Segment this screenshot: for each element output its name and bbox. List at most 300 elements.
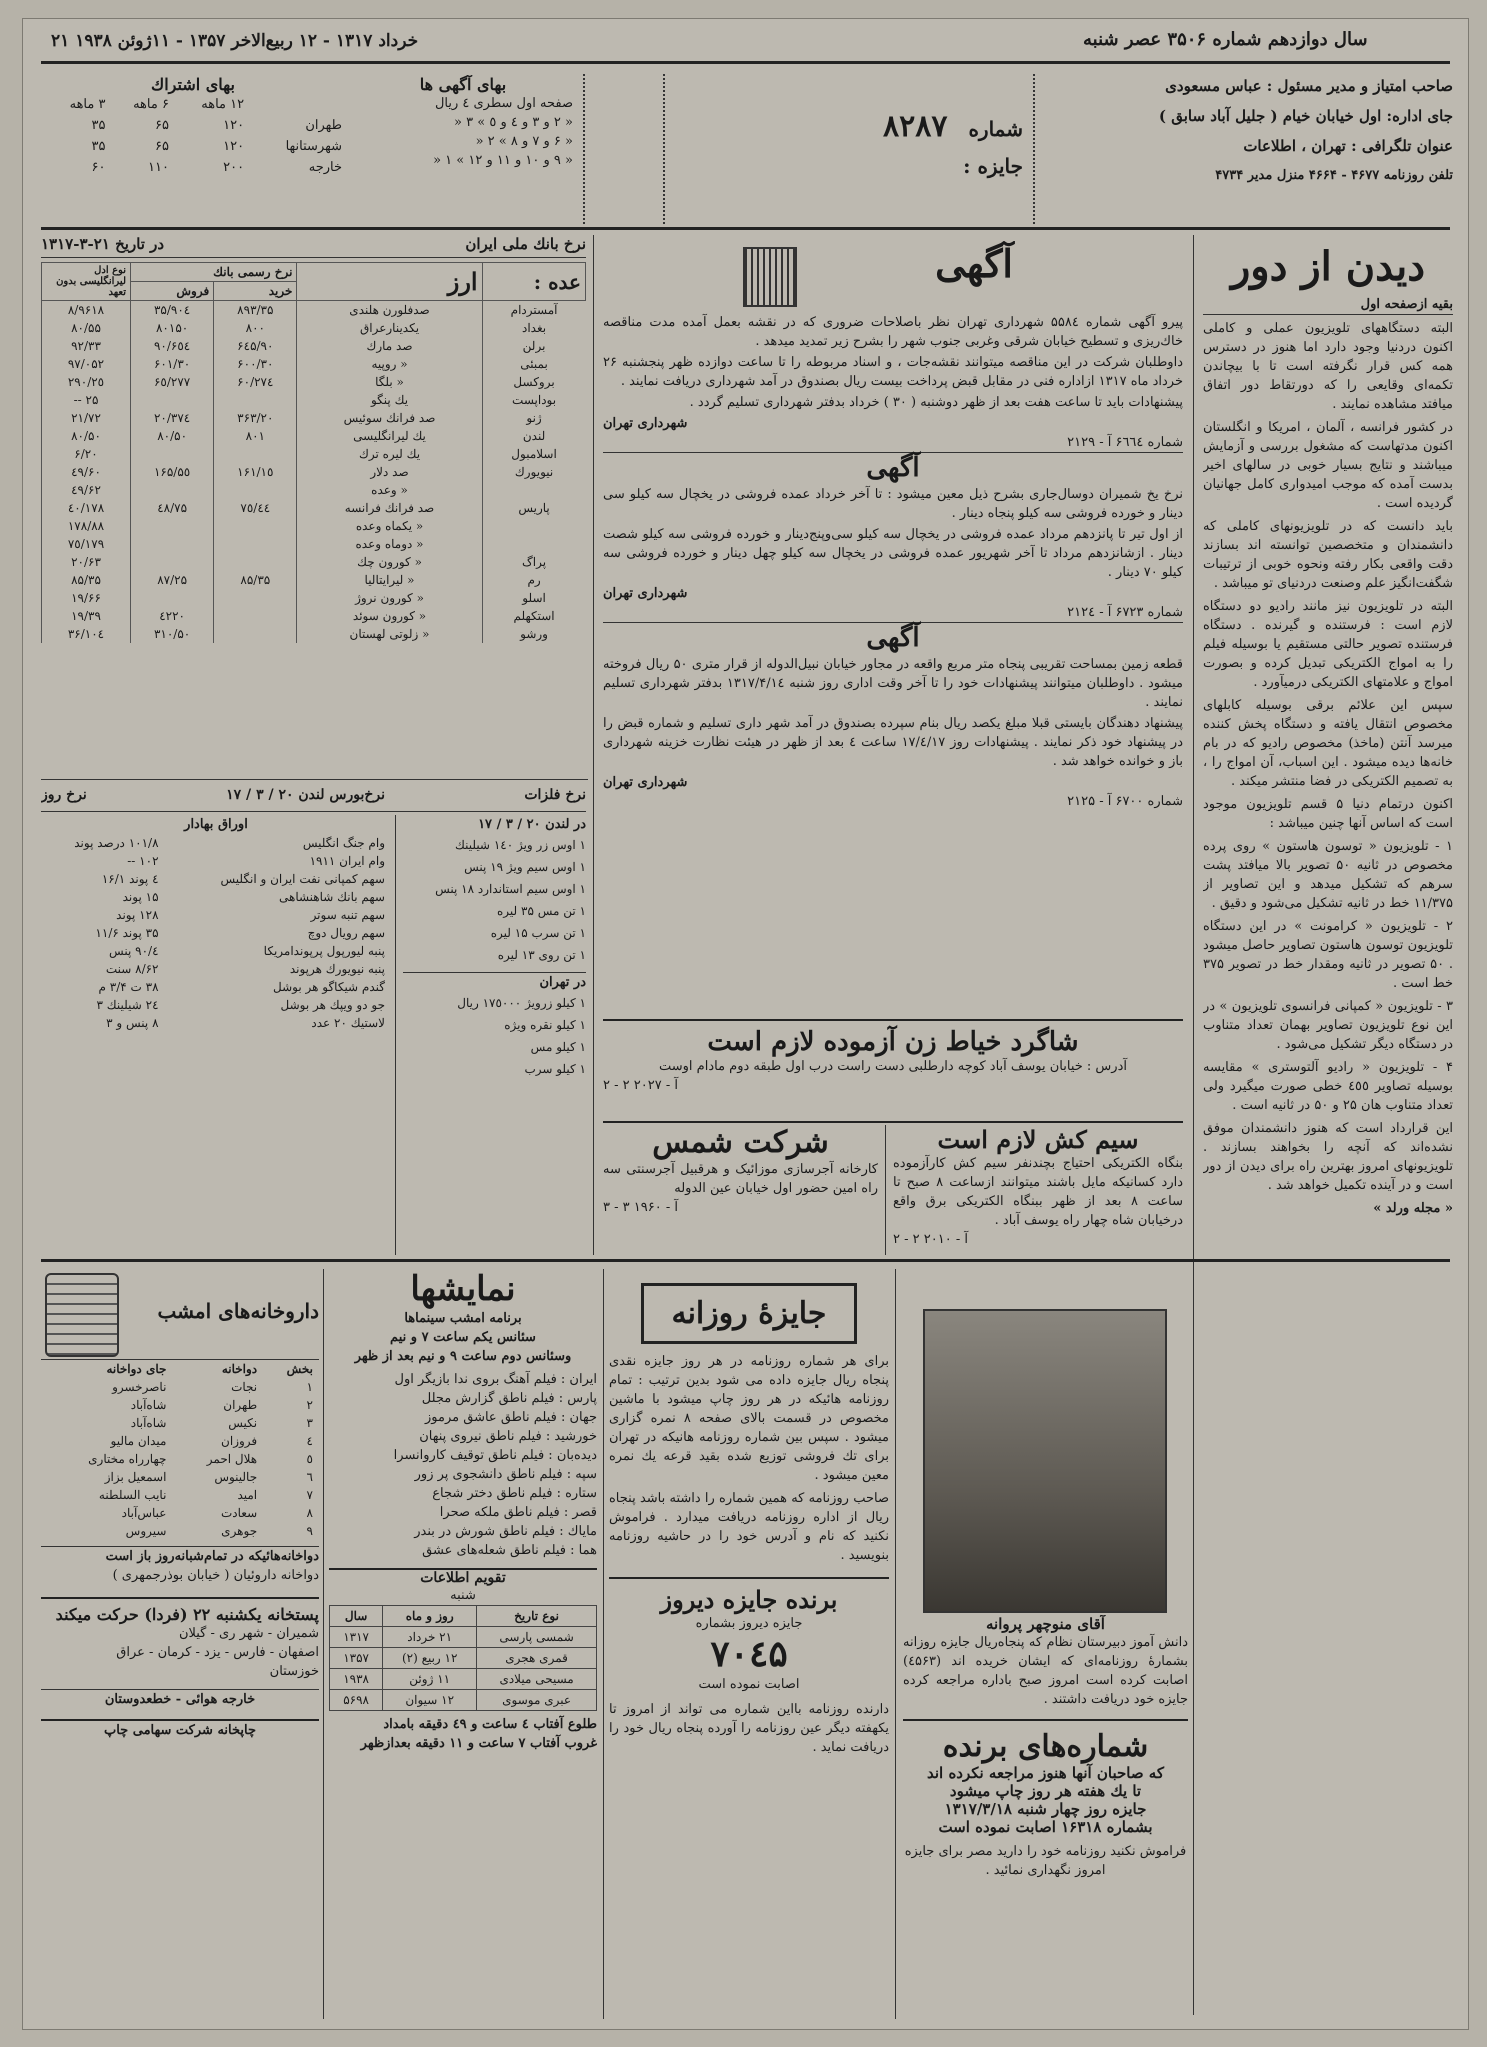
rate-cell: ۸۹۳/۳۵ — [214, 301, 297, 320]
winner-number: ۷۰٤۵ — [710, 1633, 788, 1675]
rate-cell: اسلو — [482, 589, 585, 607]
stock-value: ۳۵ پوند ۱۱/۶ — [95, 926, 159, 940]
issue-line: سال دوازدهم شماره ۳۵۰۶ عصر شنبه — [1083, 29, 1368, 50]
daily-prize — [609, 1269, 889, 2019]
rate-cell: صد دلار — [297, 463, 482, 481]
pharmacy-cell: سیروس — [125, 1524, 167, 1538]
pharmacy-cell: ۱ — [306, 1380, 313, 1394]
pharmacy-cell: اسمعیل بزاز — [104, 1470, 167, 1484]
rate-cell: بوداپست — [482, 391, 585, 409]
pharmacy-row — [41, 1468, 319, 1486]
metal-item: ۱ اوس سیم استاندارد ۱۸ پنس — [435, 882, 586, 896]
stock-value: ٤/۹۰ پنس — [109, 944, 159, 958]
rate-cell: بمبئی — [482, 355, 585, 373]
winners-title: شماره‌های برنده — [903, 1719, 1188, 1764]
rate-cell: ۲٧٧/۶٥ — [131, 373, 214, 391]
number-value: ۸۲۸۷ — [883, 109, 948, 144]
rate-cell: ۳۷٤/۲۰ — [131, 409, 214, 427]
subscription-block — [43, 75, 343, 225]
stock-name: سهم بانك شاهنشاهی — [278, 890, 385, 904]
article-didan-az-dur — [1203, 239, 1453, 2019]
stock-name: گندم شیکاگو هر بوشل — [272, 980, 385, 994]
rate-cell: ۳۶/۱۰٤ — [42, 625, 131, 643]
ad-electrician — [893, 1125, 1183, 1255]
rate-cell: ۸۰/۵۵ — [42, 319, 131, 337]
rate-cell: ۶۰۰/۳۰ — [214, 355, 297, 373]
rate-cell: ۹۰٤/۳۵ — [131, 301, 214, 320]
rate-row — [42, 445, 586, 463]
shows-times: سئانس یکم ساعت ۷ و نیم — [390, 1330, 536, 1345]
rate-row — [42, 481, 586, 499]
stock-value: ۱۵ پوند — [122, 890, 159, 904]
masthead-rule — [41, 61, 1450, 64]
winner-sub: جایزه دیروز بشماره — [695, 1616, 803, 1631]
notice-title-3: آگهی — [603, 622, 1183, 653]
rate-cell: ٤٤/۷٥ — [214, 499, 297, 517]
pharmacy-cell: نجات — [231, 1380, 258, 1394]
ads-price-block — [353, 75, 573, 225]
rate-cell — [131, 481, 214, 499]
notice-title-2: آگهی — [603, 452, 1183, 483]
pharmacy-cell: ناصرخسرو — [112, 1380, 167, 1394]
rate-cell — [482, 535, 585, 553]
notice-ref: شماره ۶۷۲۳ آ - ۲۱۲٤ — [1067, 605, 1183, 620]
rate-cell: برلن — [482, 337, 585, 355]
rate-cell: ۱۷۸/٤۰ — [42, 499, 131, 517]
metal-item: ۱ اوس زر ویژ ۱٤۰ شیلینك — [454, 838, 586, 852]
pharmacy-cell: ۳ — [306, 1416, 313, 1430]
show-item: ستاره : فیلم ناطق دختر شجاع — [432, 1486, 597, 1501]
rate-cell: استکهلم — [482, 607, 585, 625]
pharmacy-logo-text: داروخانه‌های امشب — [157, 1299, 319, 1323]
metals-title: نرخ فلزات — [524, 787, 586, 803]
rate-row — [42, 337, 586, 355]
rate-cell: ۸۷/۲۵ — [131, 571, 214, 589]
masthead-bottom-rule — [41, 227, 1450, 230]
pharmacy-cell: جالینوس — [214, 1470, 258, 1484]
rate-cell: ۱۶۵/۵٥ — [131, 463, 214, 481]
rate-cell — [131, 391, 214, 409]
rate-cell: نیویورك — [482, 463, 585, 481]
pharmacy-row — [41, 1396, 319, 1414]
article-continued: بقیه ازصفحه اول — [1203, 295, 1453, 315]
show-item: سپه : فیلم ناطق دانشجوی پر زور — [414, 1467, 597, 1482]
emblem-icon — [743, 247, 797, 307]
pharmacy-table: بخش دواخانه جای دواخانه ۱ نجات ناصرخسرو ۲ طهران شاه‌آباد ۳ نکیس شاه‌آباد ٤ فروزان میدان مالیو ٥ هلال احمر چهارراه مختاری ٦ جالینوس اسمعیل بزاز ۷ امید نایب السلطنه ۸ سعادت عباس‌آباد ۹ جوهری سیروس — [41, 1359, 319, 1540]
rate-cell — [131, 589, 214, 607]
stock-value: ۲٤ شیلینك ۳ — [96, 998, 159, 1012]
rate-cell: ۳۶۳/۲٠ — [214, 409, 297, 427]
winners-foot: فراموش نکنید روزنامه خود را دارید مصر برای جایزه امروز نگهداری نمائید . — [904, 1844, 1187, 1878]
calendar-row — [330, 1627, 597, 1648]
pharmacy-cell: نکیس — [228, 1416, 258, 1430]
col-divider-right — [1193, 235, 1194, 2015]
rate-cell — [131, 445, 214, 463]
portrait-photo — [923, 1309, 1167, 1613]
rate-cell: « زلوتی لهستان — [297, 625, 482, 643]
rate-cell: ۸۵/۳۵ — [214, 571, 297, 589]
rate-cell — [214, 391, 297, 409]
stock-value: ٤ پوند ۱۶/۱ — [101, 872, 159, 886]
winners-line: جایزه روز چهار شنبه ۱۳۱۷/۳/۱۸ — [944, 1800, 1147, 1818]
metal-item: ۱ کیلو نقره ویژه — [504, 1018, 586, 1032]
rate-row — [42, 553, 586, 571]
rate-row — [42, 571, 586, 589]
calendar-cell: ۲۱ خرداد — [383, 1627, 477, 1648]
calendar-cell: مسیحی میلادی — [477, 1669, 597, 1690]
pharmacy-row — [41, 1432, 319, 1450]
pharmacist-icon — [45, 1273, 119, 1357]
rate-row — [42, 373, 586, 391]
phones-text: تلفن روزنامه ۴۶۷۷ - ۴۶۶۴ منزل مدیر ۴۷۳۴ — [1215, 168, 1453, 183]
calendar-cell: ۱۹۳۸ — [330, 1669, 383, 1690]
pharmacy-logo — [41, 1269, 319, 1359]
rate-cell: « کورون نروژ — [297, 589, 482, 607]
ads-line: صفحه اول سطری ٤ ریال — [434, 96, 573, 111]
rate-cell: ۱۹/۶۶ — [42, 589, 131, 607]
stock-value: ۸/۶۲ سنت — [105, 962, 159, 976]
rate-cell: ۸۰/۵۰ — [131, 427, 214, 445]
rate-cell: ۲۰/۶۳ — [42, 553, 131, 571]
ads-line: « ۶ و ۷ و ۸ » ۲ « — [475, 134, 573, 149]
pharmacy-cell: هلال احمر — [206, 1452, 258, 1466]
calendar-cell: ۵۶۹۸ — [330, 1690, 383, 1711]
securities-list — [41, 815, 391, 1255]
rate-cell: ٤۸/۷۵ — [131, 499, 214, 517]
metal-item: ۱ کیلو سرب — [524, 1062, 586, 1076]
rate-row — [42, 499, 586, 517]
rate-cell: بغداد — [482, 319, 585, 337]
metals-daily: نرخ روز — [41, 787, 87, 803]
newspaper-page — [22, 18, 1469, 2030]
stock-row — [41, 906, 391, 924]
stock-row — [41, 924, 391, 942]
rate-cell: ۲٧٤/۶٠ — [214, 373, 297, 391]
rates-date: در تاریخ ۲۱-۳-۱۳۱۷ — [41, 235, 165, 253]
metal-item: ۱ تن مس ۳۵ لیره — [497, 904, 586, 918]
rate-cell: صد فرانك فرانسه — [297, 499, 482, 517]
prize-label: جایزه : — [963, 154, 1023, 178]
article-source: « مجله ورلد » — [1373, 1201, 1453, 1216]
rate-row — [42, 355, 586, 373]
pharmacy-row — [41, 1378, 319, 1396]
pharmacy-row — [41, 1414, 319, 1432]
calendar-cell: ۱۲ سیوان — [383, 1690, 477, 1711]
owner-text: صاحب امتیاز و مدیر مسئول : عباس مسعودی — [1165, 77, 1453, 95]
rate-cell: صد فرانك سوئیس — [297, 409, 482, 427]
rate-cell: یکدینارعراق — [297, 319, 482, 337]
rate-cell: « کورون چك — [297, 553, 482, 571]
stock-value: ۸ پنس و ۳ — [106, 1016, 159, 1030]
stock-row — [41, 996, 391, 1014]
stock-row — [41, 978, 391, 996]
col-divider-b2 — [603, 1269, 604, 2019]
rate-cell: ۲۱/۷۲ — [42, 409, 131, 427]
rate-row — [42, 391, 586, 409]
rate-row — [42, 301, 586, 320]
notice-title: آگهی — [935, 241, 1013, 286]
rate-cell: ۱۷۸/۸۸ — [42, 517, 131, 535]
stock-name: لاستیك ۲۰ عدد — [311, 1016, 385, 1030]
metals-bourse: نرخ‌بورس لندن ۲۰ / ۳ / ۱۷ — [226, 787, 386, 803]
air-mail: خارجه هوائی - خطعدوستان — [41, 1689, 319, 1709]
rate-cell: ژنو — [482, 409, 585, 427]
electrician-ref: آ - ۲۰۱۰ ۲ - ۲ — [893, 1232, 968, 1247]
post-title: پستخانه یکشنبه ۲۲ (فردا) حرکت میکند — [41, 1597, 319, 1624]
calendar-cell: ۱۳۱۷ — [330, 1627, 383, 1648]
pharmacy-cell: نایب السلطنه — [98, 1488, 167, 1502]
calendar-table: نوع تاریخ روز و ماه سال شمسی پارسی ۲۱ خرداد ۱۳۱۷ قمری هجری ۱۲ ربیع (۲) ۱۳۵۷ مسیحی میلادی ۱۱ ژوئن ۱۹۳۸ عبری موسوی ۱۲ سیوان ۵۶۹۸ — [329, 1605, 597, 1711]
metal-item: ۱ تن روی ۱۳ لیره — [497, 948, 586, 962]
notice-sign: شهرداری تهران — [603, 586, 688, 601]
sunrise: طلوع آفتاب ٤ ساعت و ٤۹ دقیقه بامداد — [383, 1717, 597, 1732]
notice-ref: شماره ۶۷۰۰ آ - ۲۱۲۵ — [1067, 794, 1183, 809]
telegraph-text: عنوان تلگرافی : تهران ، اطلاعات — [1243, 137, 1453, 155]
rate-cell: ۲۹۰/۲٥ — [42, 373, 131, 391]
subs-table: ۱۲ ماهه ۶ ماهه ۳ ماهه طهران ۱۲۰ ۶۵ ۳۵ شهرستانها ۱۲۰ ۶۵ ۳۵ خارجه ۲۰۰ ۱۱۰ ۶۰ — [69, 97, 342, 175]
rate-cell: ۶/۲۰ — [42, 445, 131, 463]
calendar-cell: قمری هجری — [477, 1648, 597, 1669]
rate-cell — [482, 517, 585, 535]
stock-row — [41, 852, 391, 870]
rate-cell: ٤۹/۶۰ — [42, 463, 131, 481]
rate-row — [42, 535, 586, 553]
calendar-cell: ۱۲ ربیع (۲) — [383, 1648, 477, 1669]
article-body: البته دستگاههای تلویزیون عملی و کاملی اکنون دردنیا وجود دارد اما هنوز در دسترس همه کس قرار نگرفته است تا با بیچاندن تکمه‌ای وقایعی را که دورتقاط دور اتفاق میافتد مشاهده نمایند . در کشور فرانسه ، آلمان ، امریکا و انگلستان اکنون مدتهاست که مشغول بررسی و آزمایش میباشند و نتایج بسیار خوبی در سالهای اخیر بدست آمده که موجب امیدواری کامل جهانیان گردیده است . باید دانست که در تلویزیونهای کاملی که دانشمندان و متخصصین توانسته اند بسازند دقت واقعی بکار رفته ونحوه خوبی از ترتیبات شگفت‌انگیز علم وصنعت دردنیای تو میباشد . البته در تلویزیون نیز مانند رادیو دو دستگاه لازم است : فرستنده و گیرنده . دستگاه فرستنده تصویر حالتی مستقیم یا بوسیله فیلم را به امواج الکتریکی تبدیل کرده و بصورت امواج و علامتهای الکتریکی درمیآورد . سپس این علائم برقی بوسیله کابلهای مخصوص انتقال یافته و دستگاه پخش کننده میرسد آنتن (ماخذ) مخصوص رادیو که در بام خانه‌ها دیده میشود . این اسباب، آن امواج را ، به تصمیم الکتریکی در فضا منتشر میکند . اکنون درتمام دنیا ۵ قسم تلویزیون موجود است که اساس آنها چنین میباشد : ۱ - تلویزیون « توسون هاستون » روی پرده مخصوص در ثانیه ۵۰ تصویر بالا میافتد پشت سرهم که تشکیل میدهد و این تصاویر از ۱۱/۳۷۵ خط در ثانیه تشکیل می‌شود و دقیق . ۲ - تلویزیون « کرامونت » در این دستگاه تلویزیون توسون هاستون تصاویر حاصل میشود . ۵۰ تصویر در ثانیه ومقدار خط در تصویر ۳۷۵ خط است . ۳ - تلویزیون « کمپانی فرانسوی تلویزیون » در این نوع تلویزیون تصاویر بهمان تعداد متناوب در دستگاه دیگر تشکیل می‌شود . ۴ - تلویزیون « رادیو آلتوستری » مقایسه بوسیله تصاویر ٤٥٥ خطی صورت میگیرد ولی تعداد متناوب هان ۲۵ و ۵۰ در ثانیه است . این قرارداد است که هنوز دانشمندان موفق نشده‌اند که آنچه را بخواهند بسازند . تلویزیونهای امروز بهترین راه برای دیدن از دور است و در آینده تکمیل خواهد شد . « مجله ورلد » — [1203, 321, 1453, 1216]
notice-sign: شهرداری تهران — [603, 416, 688, 431]
stock-value: ۱۰۱/۸ درصد پوند — [74, 836, 159, 850]
stock-row — [41, 1014, 391, 1032]
winner-note: اصابت نموده است — [698, 1677, 800, 1692]
stocks-table — [41, 834, 391, 1032]
rate-cell — [214, 607, 297, 625]
shams-ref: آ - ۱۹۶۰ ۳ - ۳ — [603, 1200, 678, 1215]
metal-item: ۱ کیلو زرویژ ۱۷٥٠٠٠ ریال — [457, 996, 586, 1010]
calendar-day: شنبه — [450, 1588, 476, 1603]
pharmacy-cell: امید — [237, 1488, 258, 1502]
stock-name: سهم کمپانی نفت ایران و انگلیس — [220, 872, 385, 886]
pharmacy-row — [41, 1522, 319, 1540]
rate-row — [42, 517, 586, 535]
shams-body: کارخانه آجرسازی موزائیک و هرقبیل آجرسنتی سه راه امین حضور اول خیابان عین الدوله — [603, 1162, 878, 1196]
rate-cell: پاریس — [482, 499, 585, 517]
ad-divider — [885, 1125, 886, 1255]
rate-cell: ۱۷۹/٧٥ — [42, 535, 131, 553]
pharmacy-cell: ٤ — [306, 1434, 313, 1448]
exchange-rates — [41, 235, 586, 775]
pharmacy-cell: ٦ — [306, 1470, 313, 1484]
ads-line: « ۲ و ۳ و ٤ و ٥ » ۳ « — [454, 115, 573, 130]
rate-cell: ۹۷/۰۵۲ — [42, 355, 131, 373]
notice-land-body: قطعه زمین بمساحت تقریبی پنجاه متر مربع واقعه در مجاور خیابان نبیل‌الدوله از قرار متری ۵۰ ریال فروخته میشود . داوطلبان میتوانند پیشنهادات خود را تا آخر وقت اداری روز شنبه ۱۳۱۷/۴/۱٤ بدفتر شهرداری تسلیم نمایند . پیشنهاد دهندگان بایستی قبلا مبلغ یکصد ریال بنام سپرده بصندوق در آمد شهر داری تسلیم و شماره قبض را در پیشنهاد خود ذکر نمایند . پیشنهادات روز ۱۷/٤/۱۷ ساعت ٤ بعد از ظهر در هیئت نظارت خزینه شهرداری باز و خوانده خواهد شد . شهرداری تهران شماره ۶۷۰۰ آ - ۲۱۲۵ — [603, 657, 1183, 809]
number-label: شماره — [968, 117, 1023, 141]
stock-row — [41, 870, 391, 888]
rate-cell — [214, 553, 297, 571]
rate-cell: ورشو — [482, 625, 585, 643]
rates-table: عده : ارز نرخ رسمی بانك نوع ادل لیرانگلیسی بدون تعهد خرید فروش آمستردام صدفلورن هلندی ۸۹۳/۳۵ ۹۰٤/۳۵ ۸/۹۶۱۸ بغداد یکدینارعراق ۸۰۰ ۸۰۱۵۰ ۸۰/۵۵ برلن صد مارك ۶٤۵/۹۰ ۶٥٤/۹۰ ۹۲/۳۳ بمبئی « روپیه ۶۰۰/۳۰ ۶۰۱/۳۰ ۹۷/۰۵۲ بروکسل « بلگا ۲٧٤/۶٠ ۲٧٧/۶٥ ۲۹۰/۲٥ بوداپست یك پنگو ۲۵ -- ژنو صد فرانك سوئیس ۳۶۳/۲٠ ۳۷٤/۲۰ ۲۱/۷۲ لندن یك لیرانگلیسی ۸۰۱ ۸۰/۵۰ ۸۰/۵۰ اسلامبول یك لیره ترك ۶/۲۰ نیویورك صد دلار ۱۶۱/۱٥ ۱۶۵/۵٥ ٤۹/۶۰ « وعده ٤۹/۶۲ پاریس صد فرانك فرانسه ٤٤/۷٥ ٤۸/۷۵ ۱۷۸/٤۰ « یکماه وعده ۱۷۸/۸۸ « دوماه وعده ۱۷۹/٧٥ پراگ « کورون چك ۲۰/۶۳ رم « لیرایتالیا ۸۵/۳۵ ۸۷/۲۵ ۸۵/۳۵ اسلو « کورون نروژ ۱۹/۶۶ استکهلم « کورون سوئد ٤۲۲٠ ۱۹/۳۹ ورشو « زلوتی لهستان ۳۱۰/۵۰ ۳۶/۱۰٤ — [41, 262, 586, 643]
rate-cell: « دوماه وعده — [297, 535, 482, 553]
stock-value: ۱۲۸ پوند — [116, 908, 159, 922]
pharmacy-section — [41, 1269, 319, 2019]
rate-cell: صدفلورن هلندی — [297, 301, 482, 320]
apprentice-ref: آ - ۲۰۲۷ ۲ - ۲ — [603, 1078, 678, 1093]
electrician-body: بنگاه الکتریکی احتیاج بچندنفر سیم کش کارآزموده دارد کسانیکه مایل باشند میتوانند ازساعت ۸ صبح تا ساعت ۸ بعد از ظهر ببنگاه الکتریکی برق واقع درخیابان شاه چهار راه یوسف آباد . — [893, 1156, 1183, 1228]
stock-value: ۳۸ ت ۳/۴ م — [98, 980, 159, 994]
winners-line: تا یك هفته هر روز چاپ میشود — [949, 1782, 1142, 1800]
rate-cell: ۱۹/۳۹ — [42, 607, 131, 625]
date-line: ۲۱ خرداد ۱۳۱۷ - ۱۲ ربیع‌الاخر ۱۳۵۷ - ۱۱ژوئن ۱۹۳۸ — [51, 31, 419, 51]
rate-row — [42, 463, 586, 481]
rate-row — [42, 427, 586, 445]
notice-sign: شهرداری تهران — [603, 775, 688, 790]
pharmacy-cell: ۸ — [306, 1506, 313, 1520]
show-item: جهان : فیلم ناطق عاشق مرموز — [425, 1410, 597, 1425]
stock-name: سهم رویال دوچ — [307, 926, 385, 940]
rate-cell: یك لیرانگلیسی — [297, 427, 482, 445]
pharmacy-row — [41, 1504, 319, 1522]
shows-section — [329, 1269, 597, 2019]
rates-title: نرخ بانك ملی ایران — [465, 235, 586, 253]
rate-row — [42, 589, 586, 607]
rate-cell: « یکماه وعده — [297, 517, 482, 535]
stock-row — [41, 888, 391, 906]
pharmacy-cell: جوهری — [221, 1524, 258, 1538]
rate-cell: صد مارك — [297, 337, 482, 355]
metal-item: ۱ تن سرب ۱۵ لیره — [490, 926, 586, 940]
metals-list — [403, 815, 586, 1255]
rate-cell — [214, 625, 297, 643]
apprentice-title: شاگرد خیاط زن آزموده لازم است — [707, 1027, 1079, 1057]
show-item: مایاك : فیلم ناطق شورش در بندر — [414, 1524, 597, 1539]
pharmacy-note: دواخانه‌هائیکه در تمام‌شبانه‌روز باز است — [41, 1546, 319, 1566]
rate-cell: « کورون سوئد — [297, 607, 482, 625]
stock-name: وام ایران ۱۹۱۱ — [309, 854, 385, 868]
col-divider-b3 — [895, 1269, 896, 2019]
stock-name: وام جنگ انگلیس — [302, 836, 385, 850]
metal-item: ۱ اوس سیم ویژ ۱۹ پنس — [464, 860, 586, 874]
rate-row — [42, 319, 586, 337]
col-divider-mid — [593, 235, 594, 1255]
pharmacy-cell: ۹ — [306, 1524, 313, 1538]
sunset: غروب آفتاب ۷ ساعت و ۱۱ دقیقه بعدازظهر — [360, 1736, 597, 1751]
pharmacy-cell: میدان مالیو — [110, 1434, 167, 1448]
pharmacy-row — [41, 1486, 319, 1504]
rate-cell: ٤۲۲٠ — [131, 607, 214, 625]
rates-bottom-rule — [41, 779, 588, 780]
rate-cell — [482, 481, 585, 499]
ad-shams — [603, 1125, 878, 1255]
masthead-divider-3 — [583, 74, 585, 224]
rate-cell: ۳۱۰/۵۰ — [131, 625, 214, 643]
winners-line: بشماره ۱۶۳۱۸ اصابت نموده است — [938, 1818, 1153, 1836]
post-line: شمیران - شهر ری - گیلان — [178, 1626, 319, 1641]
section-rule — [41, 1259, 1450, 1262]
metals-london: در لندن ۲۰ / ۳ / ۱۷ — [478, 817, 586, 832]
calendar-title: تقویم اطلاعات — [329, 1568, 597, 1586]
show-item: خورشید : فیلم ناطق نیروی پنهان — [419, 1429, 597, 1444]
rate-row — [42, 409, 586, 427]
rate-cell — [214, 445, 297, 463]
prize-body: برای هر شماره روزنامه در هر روز جایزه نقدی پنجاه ریال جایزه داده می شود بدین ترتیب : تمام روزنامه هائیکه در هر روز چاپ میشود با ماشین مخصوص در قسمت بالای صفحه ۸ نمره گزاری میشود . سپس بین شماره روزنامه هانیکه در تهران برای تك فروشی توزیع شده بقید قرعه یك نمره معین میشود . — [609, 1354, 889, 1483]
metals-header — [41, 787, 586, 812]
stocks-title: اوراق بهادار — [184, 817, 248, 832]
rate-cell: یك پنگو — [297, 391, 482, 409]
stock-value: ۱۰۲ -- — [127, 854, 159, 868]
portrait-desc: دانش آموز دبیرستان نظام که پنجاه‌ریال جایزه روزانه بشمارهٔ روزنامه‌ای که ایشان خریده اند (٤۵۶۳) اصابت کرده است امروز صبح باداره مراجعه کرده جایزه خود دریافت داشتند . — [903, 1635, 1188, 1707]
shams-title: شرکت شمس — [652, 1125, 829, 1160]
shows-title: نمایشها — [410, 1269, 516, 1309]
prize-title: جایزهٔ روزانه — [641, 1283, 857, 1344]
metal-item: ۱ کیلو مس — [530, 1040, 586, 1054]
rate-cell — [214, 535, 297, 553]
rate-cell: ۲۵ -- — [42, 391, 131, 409]
rate-cell — [131, 553, 214, 571]
winners-line: که صاحبان آنها هنوز مراجعه نکرده اند — [927, 1764, 1164, 1782]
stock-name: سهم تنبه سوتر — [310, 908, 385, 922]
electrician-title: سیم کش لازم است — [937, 1125, 1139, 1154]
printer: چاپخانه شرکت سهامی چاپ — [41, 1719, 319, 1740]
calendar-row — [330, 1669, 597, 1690]
pharmacy-cell: ۷ — [306, 1488, 313, 1502]
portrait-caption: آقای منوچهر پروانه — [986, 1615, 1105, 1633]
post-line: خوزستان — [269, 1664, 319, 1679]
masthead-divider — [1033, 74, 1035, 224]
rate-cell — [131, 535, 214, 553]
article-title: دیدن از دور — [1230, 243, 1426, 290]
prize-foot: دارنده روزنامه بااین شماره می تواند از امروز تا یکهفته دیگر عین روزنامه را آورده پنجاه ریال خود را دریافت نماید . — [609, 1702, 889, 1755]
rate-cell: ۱۶۱/۱٥ — [214, 463, 297, 481]
pharmacy-cell: شاه‌آباد — [130, 1398, 167, 1412]
col-divider-b1 — [323, 1269, 324, 2019]
pharmacy-row — [41, 1450, 319, 1468]
rate-cell: ۸/۹۶۱۸ — [42, 301, 131, 320]
rate-cell: « وعده — [297, 481, 482, 499]
rate-cell: یك لیره ترك — [297, 445, 482, 463]
ads-line: « ۹ و ۱۰ و ۱۱ و ۱۲ » ۱ « — [433, 153, 573, 168]
pharmacy-cell: ۲ — [306, 1398, 313, 1412]
winner-label: برنده جایزه دیروز — [609, 1577, 889, 1614]
calendar-row — [330, 1648, 597, 1669]
prize-body-2: صاحب روزنامه که همین شماره را داشته باشد پنجاه ریال از اداره روزنامه دریافت میدارد . فراموش نکنید که نام و آدرس خود را در حاشیه روزنامه بنویسید . — [609, 1491, 889, 1563]
stock-row — [41, 942, 391, 960]
calendar-row — [330, 1690, 597, 1711]
rate-cell: « روپیه — [297, 355, 482, 373]
notice-body: پیرو آگهی شماره ۵۵۸٤ شهرداری تهران نظر باصلاحات ضروری که در نقشه بعمل آمده مدت مناقصه خاك‌ریزی و تسطیح خیابان شرقی وغربی جنوب شهر را بشرح زیر تمدید میدهد . داوطلبان شرکت در این مناقصه میتوانند نقشه‌جات ، و اسناد مربوطه را تا ساعت دوازده ظهر پنجشنبه ۲۶ خرداد ماه ۱۳۱۷ ازاداره فنی در مقابل قبض پرداخت بیست ریال بصندوق در آمد شهرداری دریافت نمایند . پیشنهادات باید تا ساعت هفت بعد از ظهر دوشنبه ( ۳۰ ) خرداد بدفتر شهرداری تسلیم گردد . شهرداری تهران شماره ۶٦٦٤ آ - ۲۱۲۹ — [603, 315, 1183, 450]
show-item: قصر : فیلم ناطق ملکه صحرا — [439, 1505, 597, 1520]
rate-cell — [131, 517, 214, 535]
rate-cell: بروکسل — [482, 373, 585, 391]
stock-name: جو دو ویپك هر بوشل — [280, 998, 385, 1012]
ad-apprentice — [603, 1019, 1183, 1123]
show-item: هما : فیلم ناطق شعله‌های عشق — [422, 1543, 597, 1558]
shows-list — [329, 1370, 597, 1560]
office-text: جای اداره: اول خیابان خیام ( جلیل آباد سابق ) — [1158, 107, 1453, 125]
pharmacy-cell: فروزان — [221, 1434, 258, 1448]
pharmacy-cell: شاه‌آباد — [130, 1416, 167, 1430]
metals-divider — [395, 815, 396, 1255]
stock-name: پنبه لیورپول پرپوندامریکا — [263, 944, 385, 958]
rate-cell — [214, 589, 297, 607]
calendar-cell: عبری موسوی — [477, 1690, 597, 1711]
pharmacy-cell: چهارراه مختاری — [88, 1452, 167, 1466]
notice-ice-body: نرخ یخ شمیران دوسال‌جاری بشرح ذیل معین میشود : تا آخر خرداد عمده فروشی در یخچال سه کیلو سی دینار و خورده فروشی سه کیلو پنجاه دینار . از اول تیر تا پانزدهم مرداد عمده فروشی در یخچال سه کیلو سی‌وپنج‌دینار و خورده فروشی سه کیلو شصت دینار . ازشانزدهم مرداد تا آخر شهریور عمده فروشی در یخچال سه کیلو چهل دینار و خورده فروشی سه کیلو ۷۰ دینار . شهرداری تهران شماره ۶۷۲۳ آ - ۲۱۲٤ — [603, 487, 1183, 620]
show-item: پارس : فیلم ناطق گزارش مجلل — [421, 1391, 597, 1406]
apprentice-body: آدرس : خیابان یوسف آباد کوچه دارطلبی دست راست درب اول طبقه دوم مادام اوست — [659, 1059, 1127, 1074]
rate-cell — [214, 481, 297, 499]
metals-tehran: در تهران — [403, 972, 586, 992]
masthead-divider-2 — [663, 74, 665, 224]
rate-row — [42, 607, 586, 625]
